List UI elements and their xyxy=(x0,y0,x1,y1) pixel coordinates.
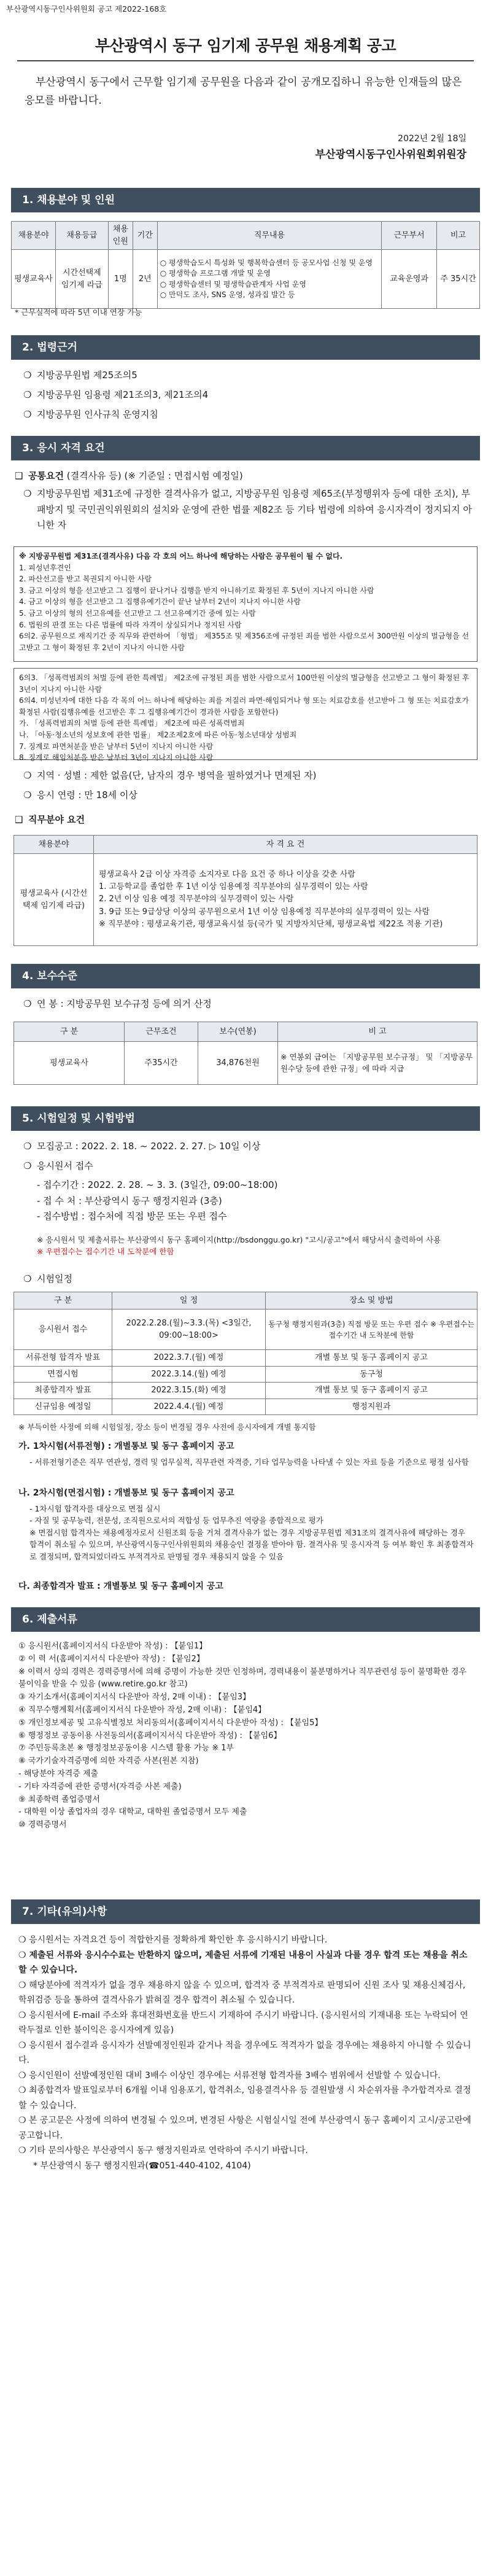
notice-text: 응시원서에 E-mail 주소와 휴대전화번호를 반드시 기재하여 주시기 바랍니다. (응시원서의 기재내용 또는 누락되어 연락두절로 인한 불이익은 응시자에게 있음) xyxy=(18,2010,468,2035)
th-dept: 근무부서 xyxy=(382,222,437,250)
document-item: ⑥ 행정정보 공동이용 사전동의서(홈페이지서식 다운받아 작성) : 【붙임6】 xyxy=(18,1731,282,1740)
salary-line-text: 연 봉 : 지방공무원 보수규정 등에 의거 산정 xyxy=(37,998,212,1009)
common-req-sub: (결격사유 등) xyxy=(66,470,122,481)
notice-text: 본 공고문은 사정에 의하여 변경될 수 있으며, 변경된 사항은 시험실시일 전에 부산광역시 동구 홈페이지 고시/공고란에 공고합니다. xyxy=(18,2116,471,2141)
cell-dept: 교육운영과 xyxy=(382,250,437,309)
cell-grade: 시간선택제 임기제 라급 xyxy=(55,250,108,309)
disqualification-box-2 xyxy=(14,668,477,760)
notice-item: ❍ 응시원서 접수결과 응시자가 선발예정인원과 같거나 적을 경우에도 적격자가 없을 경우에는 채용하지 아니할 수 있습니다. xyxy=(18,2040,471,2065)
sched-kind: 응시원서 접수 xyxy=(14,1309,112,1350)
cell-cond: 주35시간 xyxy=(125,1042,198,1085)
disqualification-item: 8. 징계로 해임처분을 받은 날부터 3년이 지나지 아니한 사람 xyxy=(19,753,214,762)
common-req-text: 지방공무원법 제31조에 규정한 결격사유가 없고, 지방공무원 임용령 제65조(부정행위자 등에 대한 조치), 부패방지 및 국민권익위원회의 설치와 운영에 관한 법률 제82조 등 기타 법령에 의하여 응시자격이 정지되지 아니한 자 xyxy=(37,488,472,530)
document-item: ⑤ 개인정보제공 및 고유식별정보 처리동의서(홈페이지서식 다운받아 작성) : 【붙임5】 xyxy=(18,1718,323,1728)
law-item-text: 지방공무원 인사규칙 운영지침 xyxy=(37,409,158,420)
cell-count: 1명 xyxy=(108,250,133,309)
cell-period: 2년 xyxy=(133,250,157,309)
title-divider xyxy=(17,60,474,61)
step1-text: - 서류전형기준은 직무 연관성, 경력 및 업무실적, 직무관련 자격증, 기타 업무능력을 나타낼 수 있는 자료 등을 기준으로 평정 심사함 xyxy=(29,1457,469,1467)
sched-kind: 서류전형 합격자 발표 xyxy=(14,1350,112,1367)
job-req-heading xyxy=(15,813,85,827)
sched-date: 2022.3.14.(월) 예정 xyxy=(112,1366,266,1383)
notice-item: ❍ 응시인원이 선발예정인원 대비 3배수 이상인 경우에는 서류전형 합격자를 3배수 범위에서 선발할 수 있습니다. xyxy=(18,2070,441,2081)
step2-title: 나. 2차시험(면접시험) : 개별통보 및 동구 홈페이지 공고 xyxy=(18,1488,234,1498)
apply-heading: ❍ 응시원서 접수 xyxy=(23,1160,93,1171)
notice-item: ❍ 기타 문의사항은 부산광역시 동구 행정지원과로 연락하여 주시기 바랍니다. xyxy=(18,2146,308,2155)
extension-note: * 근무실적에 따라 5년 이내 연장 가능 xyxy=(15,308,142,317)
section-1-header: 1. 채용분야 및 인원 xyxy=(11,188,480,212)
disqualification-item: 가. 「성폭력범죄의 처벌 등에 관한 특례법」 제2조에 따른 성폭력범죄 xyxy=(19,719,245,728)
th-kind: 구 분 xyxy=(14,1022,125,1042)
th-remark: 비고 xyxy=(437,222,480,250)
disqualification-item: 나. 「아동·청소년의 성보호에 관한 법률」 제2조제2호에 따른 아동·청소년대상 성범죄 xyxy=(19,730,297,739)
document-item: ※ 이력서 상의 경력은 경력증명서에 의해 증명이 가능한 것만 인정하며, 경력내용이 불분명하거나 직무관련성 등이 불명확한 경우 불이익을 받을 수 있음 (www.retire.go.kr 참고) xyxy=(18,1667,467,1690)
duty-item: ○ 평생학습 프로그램 개발 및 운영 xyxy=(160,269,271,278)
document-item: ⑦ 주민등록초본 ※ 행정정보공동이용 시스템 활용 가능 ※ 1부 xyxy=(18,1744,234,1753)
final-title: 다. 최종합격자 발표 : 개별통보 및 동구 홈페이지 공고 xyxy=(18,1581,223,1591)
document-item: ⑧ 국가기술자격증명에 의한 자격증 사본(원본 지참) xyxy=(18,1756,199,1766)
square-bullet-icon: ❑ xyxy=(15,470,23,481)
issuing-org: 부산광역시동구인사위원회위원장 xyxy=(315,149,466,161)
document-item: ⑩ 경력증명서 xyxy=(18,1820,67,1830)
th-sched-kind: 구 분 xyxy=(14,1292,112,1309)
section-3-header: 3. 응시 자격 요건 xyxy=(11,436,480,460)
disqualification-item: 6. 법원의 판결 또는 다른 법률에 따라 자격이 상실되거나 정지된 사람 xyxy=(19,620,242,629)
square-bullet-icon: ❑ xyxy=(15,814,23,825)
sched-date: 2022.3.15.(화) 예정 xyxy=(112,1383,266,1399)
job-req-item: ※ 직무분야 : 평생교육기관, 평생교육시설 등(국가 및 지방자치단체, 평생교육법 제22조 적용 기관) xyxy=(99,919,443,929)
notice-item: ❍ 본 공고문은 사정에 의하여 변경될 수 있으며, 변경된 사항은 시험실시일 전에 부산광역시 동구 홈페이지 고시/공고란에 공고합니다. xyxy=(18,2116,471,2141)
sched-kind: 신규임용 예정일 xyxy=(14,1399,112,1415)
cell-duties xyxy=(157,250,381,309)
sched-place: 동구청 행정지원과(3층) 직접 방문 또는 우편 접수 ※ 우편접수는 접수기간 내 도착분에 한함 xyxy=(266,1309,477,1350)
age-text: 응시 연령 : 만 18세 이상 xyxy=(37,789,137,801)
law-item: ❍ 지방공무원 임용령 제21조의3, 제21조의4 xyxy=(23,389,209,400)
sched-date: 2022.4.4.(월) 예정 xyxy=(112,1399,266,1415)
common-req-text-block: ❍ 지방공무원법 제31조에 규정한 결격사유가 없고, 지방공무원 임용령 제65조(부정행위자 등에 대한 조치), 부패방지 및 국민권익위원회의 설치와 운영에 관한 법률 제82조 등 기타 법령에 의하여 응시자격이 정지되지 아니한 자 xyxy=(23,488,472,530)
document-item: - 대학원 이상 졸업자의 경우 대학교, 대학원 졸업증명서 모두 제출 xyxy=(18,1807,247,1817)
th-duties: 직무내용 xyxy=(157,222,381,250)
page-title: 부산광역시 동구 임기제 공무원 채용계획 공고 xyxy=(95,37,396,55)
th-sched-place: 장소 및 방법 xyxy=(266,1292,477,1309)
th-sched-date: 일 정 xyxy=(112,1292,266,1309)
recruitment-table xyxy=(11,221,480,309)
sched-place: 행정지원과 xyxy=(266,1399,477,1415)
recruit-period-text: 모집공고 : 2022. 2. 18. ~ 2022. 2. 27. ▷ 10일 이상 xyxy=(37,1141,261,1152)
notice-text: 응시인원이 선발예정인원 대비 3배수 이상인 경우에는 서류전형 합격자를 3배수 범위에서 선발할 수 있습니다. xyxy=(29,2070,441,2081)
notice-item: ❍ 최종합격자 발표일로부터 6개월 이내 임용포기, 합격취소, 임용결격사유 등 결원발생 시 차순위자를 추가합격자로 결정할 수 있습니다. xyxy=(18,2085,471,2111)
common-req-title: 공통요건 xyxy=(28,470,64,481)
th-note: 비 고 xyxy=(278,1022,477,1042)
schedule-row xyxy=(14,1383,477,1399)
sched-kind: 면접시험 xyxy=(14,1366,112,1383)
section-6-header: 6. 제출서류 xyxy=(11,1607,480,1632)
notice-item: ❍ 응시원서는 자격요건 등이 적합한지를 정확하게 확인한 후 응시하시기 바랍니다. xyxy=(18,1935,328,1945)
disqualification-box-1 xyxy=(14,546,477,662)
job-req-table xyxy=(14,835,477,946)
section-5-header: 5. 시험일정 및 시험방법 xyxy=(11,1106,480,1131)
law-item-text: 지방공무원법 제25조의5 xyxy=(37,370,137,381)
notice-text: 응시원서는 자격요건 등이 적합한지를 정확하게 확인한 후 응시하시기 바랍니다. xyxy=(29,1935,328,1945)
schedule-note: ※ 부득이한 사정에 의해 시험일정, 장소 등이 변경될 경우 사전에 응시자에게 개별 통지함 xyxy=(18,1422,316,1432)
notice-number: 부산광역시동구인사위원회 공고 제2022-168호 xyxy=(6,4,167,14)
duty-item: ○ 만덕도 조사, SNS 운영, 성과집 발간 등 xyxy=(160,290,295,299)
notice-item: ❍ 제출된 서류와 응시수수료는 반환하지 않으며, 제출된 서류에 기재된 내용이 사실과 다를 경우 합격 또는 채용을 취소할 수 있습니다. xyxy=(18,1950,468,1975)
disqualification-item: 6의3. 「성폭력범죄의 처벌 등에 관한 특례법」 제2조에 규정된 죄를 범한 사람으로서 100만원 이상의 벌금형을 선고받고 그 형이 확정된 후 3년이 지나지 아니한 사람 xyxy=(19,673,470,694)
schedule-heading: ❍ 시험일정 xyxy=(23,1273,72,1284)
sched-place: 개별 통보 및 동구 홈페이지 공고 xyxy=(266,1383,477,1399)
recruit-period: ❍ 모집공고 : 2022. 2. 18. ~ 2022. 2. 27. ▷ 10일 이상 xyxy=(23,1141,261,1152)
cell-note: ※ 연봉외 급여는 「지방공무원 보수규정」 및 「지방공무원수당 등에 관한 규정」에 따라 지급 xyxy=(278,1042,477,1085)
disqualification-item: 5. 금고 이상의 형의 선고유예를 선고받고 그 선고유예기간 중에 있는 사람 xyxy=(19,608,256,618)
section-2-header: 2. 법령근거 xyxy=(11,335,480,360)
apply-details xyxy=(37,1177,473,1225)
cell-kind: 평생교육사 xyxy=(14,1042,125,1085)
job-req-item: 2. 2년 이상 임용 예정 직무분야의 실무경력이 있는 사람 xyxy=(99,894,294,904)
job-req-item: 평생교육사 2급 이상 자격증 소지자로 다음 요건 중 하나 이상을 갖춘 사람 xyxy=(99,870,355,880)
sched-place: 동구청 xyxy=(266,1366,477,1383)
notice-text: 응시원서 접수결과 응시자가 선발예정인원과 같거나 적을 경우에도 적격자가 없을 경우에는 채용하지 아니할 수 있습니다. xyxy=(18,2040,471,2065)
cell-field: 평생교육사 xyxy=(12,250,56,309)
schedule-row xyxy=(14,1350,477,1367)
th-job-req: 자 격 요 건 xyxy=(94,836,477,854)
apply-item: - 접수방법 : 접수처에 직접 방문 또는 우편 접수 xyxy=(37,1211,227,1222)
schedule-table xyxy=(14,1292,477,1415)
notice-date: 2022년 2월 18일 xyxy=(398,134,466,144)
document-item: ③ 자기소개서(홈페이지서식 다운받아 작성, 2매 이내) : 【붙임3】 xyxy=(18,1693,251,1702)
duty-item: ○ 평생학습센터 및 평생학습관계자 사업 운영 xyxy=(160,279,306,289)
disqualification-item: 1. 피성년후견인 xyxy=(19,563,71,572)
document-item: ④ 직무수행계획서(홈페이지서식 다운받아 작성, 2매 이내) : 【붙임4】 xyxy=(18,1705,266,1715)
th-cond: 근무조건 xyxy=(125,1022,198,1042)
apply-item: - 접 수 처 : 부산광역시 동구 행정지원과 (3층) xyxy=(37,1195,222,1206)
apply-notes xyxy=(37,1234,473,1258)
apply-title: 응시원서 접수 xyxy=(37,1160,93,1171)
disqualification-item: 3. 금고 이상의 형을 선고받고 그 집행이 끝나거나 집행을 받지 아니하기로 확정된 후 5년이 지나지 아니한 사람 xyxy=(19,586,374,595)
schedule-row xyxy=(14,1399,477,1415)
region-text: 지역 · 성별 : 제한 없음(단, 남자의 경우 병역을 필하였거나 면제된 자) xyxy=(37,770,317,781)
documents-list xyxy=(18,1640,474,1832)
cell-remark: 주 35시간 xyxy=(437,250,480,309)
document-item: ⑨ 최종학력 졸업증명서 xyxy=(18,1794,100,1804)
law-item: ❍ 지방공무원 인사규칙 운영지침 xyxy=(23,409,158,420)
contact-info: * 부산광역시 동구 행정지원과(☎051-440-4102, 4104) xyxy=(33,2160,251,2171)
step2-item: - 자질 및 공무능력, 전문성, 조직원으로서의 적합성 등 업무추진 역량을 종합적으로 평가 xyxy=(29,1516,323,1526)
step2-details xyxy=(29,1503,474,1562)
disqualification-item: 6의4. 미성년자에 대한 다음 각 목의 어느 하나에 해당하는 죄를 저질러 파면·해임되거나 형 또는 치료감호를 선고받아 그 형 또는 치료감호가 확정된 사람(집행유예를 선고받은 후 그 집행유예기간이 경과한 사람을 포함한다) xyxy=(19,696,469,716)
cell-job-req xyxy=(94,854,477,946)
law-item: ❍ 지방공무원법 제25조의5 xyxy=(23,370,137,381)
document-item: - 기타 자격증에 관한 증명서(자격증 사본 제출) xyxy=(18,1782,182,1791)
step2-item: ※ 면접시험 합격자는 채용예정자로서 신원조회 등을 거쳐 결격사유가 없는 경우 지방공무원법 제31조의 결격사유에 해당하는 경우 합격이 취소될 수 있으며, 부산광역시동구인사위원회의 채용승인 결정을 받아야 함. 결격사유 및 응시자격 등 여부 확인 후 최종합격자로 결정되며, 합격되었더라도 부적격자로 판명될 경우 채용되지 않을 수 있음 xyxy=(29,1527,474,1561)
document-item: ① 응시원서(홈페이지서식 다운받아 작성) : 【붙임1】 xyxy=(18,1642,207,1651)
th-period: 기간 xyxy=(133,222,157,250)
step1-title: 가. 1차시험(서류전형) : 개별통보 및 동구 홈페이지 공고 xyxy=(18,1441,234,1451)
notice-text: 기타 문의사항은 부산광역시 동구 행정지원과로 연락하여 주시기 바랍니다. xyxy=(29,2146,308,2155)
job-req-item: 1. 고등학교를 졸업한 후 1년 이상 임용예정 직무분야의 실무경력이 있는 사람 xyxy=(99,882,368,892)
notice-text: 최종합격자 발표일로부터 6개월 이내 임용포기, 합격취소, 임용결격사유 등 결원발생 시 차순위자를 추가합격자로 결정할 수 있습니다. xyxy=(18,2085,471,2111)
th-pay: 보수(연봉) xyxy=(198,1022,278,1042)
step2-item: - 1차시험 합격자를 대상으로 면접 실시 xyxy=(29,1504,161,1513)
disqualification-item: 6의2. 공무원으로 재직기간 중 직무와 관련하여 「형법」 제355조 및 제356조에 규정된 죄를 범한 사람으로서 300만원 이상의 벌금형을 선고받고 그 형이 확정된 후 2년이 지나지 아니한 사람 xyxy=(19,632,470,652)
disqualification-item: 4. 금고 이상의 형을 선고받고 그 집행유예기간이 끝난 날부터 2년이 지나지 아니한 사람 xyxy=(19,597,301,607)
notices-list xyxy=(18,1933,474,2173)
common-req-heading xyxy=(15,469,243,483)
th-grade: 채용등급 xyxy=(55,222,108,250)
age-req: ❍ 응시 연령 : 만 18세 이상 xyxy=(23,789,137,801)
disqualification-item: 2. 파산선고를 받고 복권되지 아니한 사람 xyxy=(19,575,152,584)
section-7-header: 7. 기타(유의)사항 xyxy=(11,1899,480,1924)
notice-text: 제출된 서류와 응시수수료는 반환하지 않으며, 제출된 서류에 기재된 내용이 사실과 다를 경우 합격 또는 채용을 취소할 수 있습니다. xyxy=(18,1950,468,1975)
job-req-item: 3. 9급 또는 9급상당 이상의 공무원으로서 1년 이상 임용예정 직무분야의 실무경력이 있는 사람 xyxy=(99,907,430,917)
apply-item: - 접수기간 : 2022. 2. 28. ~ 3. 3. (3일간, 09:00~18:00) xyxy=(37,1179,278,1190)
apply-note: ※ 우편접수는 접수기간 내 도착분에 한함 xyxy=(37,1247,174,1257)
salary-table xyxy=(14,1022,477,1085)
sched-date: 2022.2.28.(월)~3.3.(목) <3일간, 09:00~18:00> xyxy=(112,1309,266,1350)
disqualification-item: 7. 징계로 파면처분을 받은 날부터 5년이 지나지 아니한 사람 xyxy=(19,742,214,751)
sched-kind: 최종합격자 발표 xyxy=(14,1383,112,1399)
sched-place: 개별 통보 및 동구 홈페이지 공고 xyxy=(266,1350,477,1367)
duty-item: ○ 평생학습도시 특성화 및 행복학습센터 등 공모사업 신청 및 운영 xyxy=(160,258,373,267)
intro-paragraph: 부산광역시 동구에서 근무할 임기제 공무원을 다음과 같이 공개모집하니 유능한 인재들의 많은 응모를 바랍니다. xyxy=(25,76,462,107)
common-req-basis: (※ 기준일 : 면접시험 예정일) xyxy=(124,470,243,481)
sched-date: 2022.3.7.(월) 예정 xyxy=(112,1350,266,1367)
notice-item: ❍ 응시원서에 E-mail 주소와 휴대전화번호를 반드시 기재하여 주시기 바랍니다. (응시원서의 기재내용 또는 누락되어 연락두절로 인한 불이익은 응시자에게 있음) xyxy=(18,2010,468,2035)
notice-item: ❍ 해당분야에 적격자가 없을 경우 채용하지 않을 수 있으며, 합격자 중 부적격자로 판명되어 신원 조사 및 채용신체검사, 학위검증 등을 통하여 결격사유가 밝혀질 경우 합격이 취소될 수 있습니다. xyxy=(18,1980,466,2005)
notice-text: 해당분야에 적격자가 없을 경우 채용하지 않을 수 있으며, 합격자 중 부적격자로 판명되어 신원 조사 및 채용신체검사, 학위검증 등을 통하여 결격사유가 밝혀질 경우 합격이 취소될 수 있습니다. xyxy=(18,1980,466,2005)
section-4-header: 4. 보수수준 xyxy=(11,964,480,988)
document-item: ② 이 력 서(홈페이지서식 다운받아 작성) : 【붙임2】 xyxy=(18,1654,204,1664)
th-count: 채용인원 xyxy=(108,222,133,250)
th-job-field: 채용분야 xyxy=(14,836,94,854)
salary-line: ❍ 연 봉 : 지방공무원 보수규정 등에 의거 산정 xyxy=(23,998,212,1009)
document-item: - 해당분야 자격증 제출 xyxy=(18,1769,99,1779)
job-req-title: 직무분야 요건 xyxy=(28,814,85,825)
law-item-text: 지방공무원 임용령 제21조의3, 제21조의4 xyxy=(37,389,209,400)
cell-job-field: 평생교육사 (시간선택제 임기제 라급) xyxy=(14,854,94,946)
th-field: 채용분야 xyxy=(12,222,56,250)
schedule-title: 시험일정 xyxy=(37,1273,72,1284)
region-gender-req: ❍ 지역 · 성별 : 제한 없음(단, 남자의 경우 병역을 필하였거나 면제된 자) xyxy=(23,770,317,781)
disqualification-title: ※ 지방공무원법 제31조(결격사유) 다음 각 호의 어느 하나에 해당하는 사람은 공무원이 될 수 없다. xyxy=(19,552,343,561)
schedule-row xyxy=(14,1366,477,1383)
cell-pay: 34,876천원 xyxy=(198,1042,278,1085)
apply-note: ※ 응시원서 및 제출서류는 부산광역시 동구 홈페이지(http://bsdonggu.go.kr) "고시/공고"에서 해당서식 출력하여 사용 xyxy=(37,1235,441,1244)
schedule-row xyxy=(14,1309,477,1350)
